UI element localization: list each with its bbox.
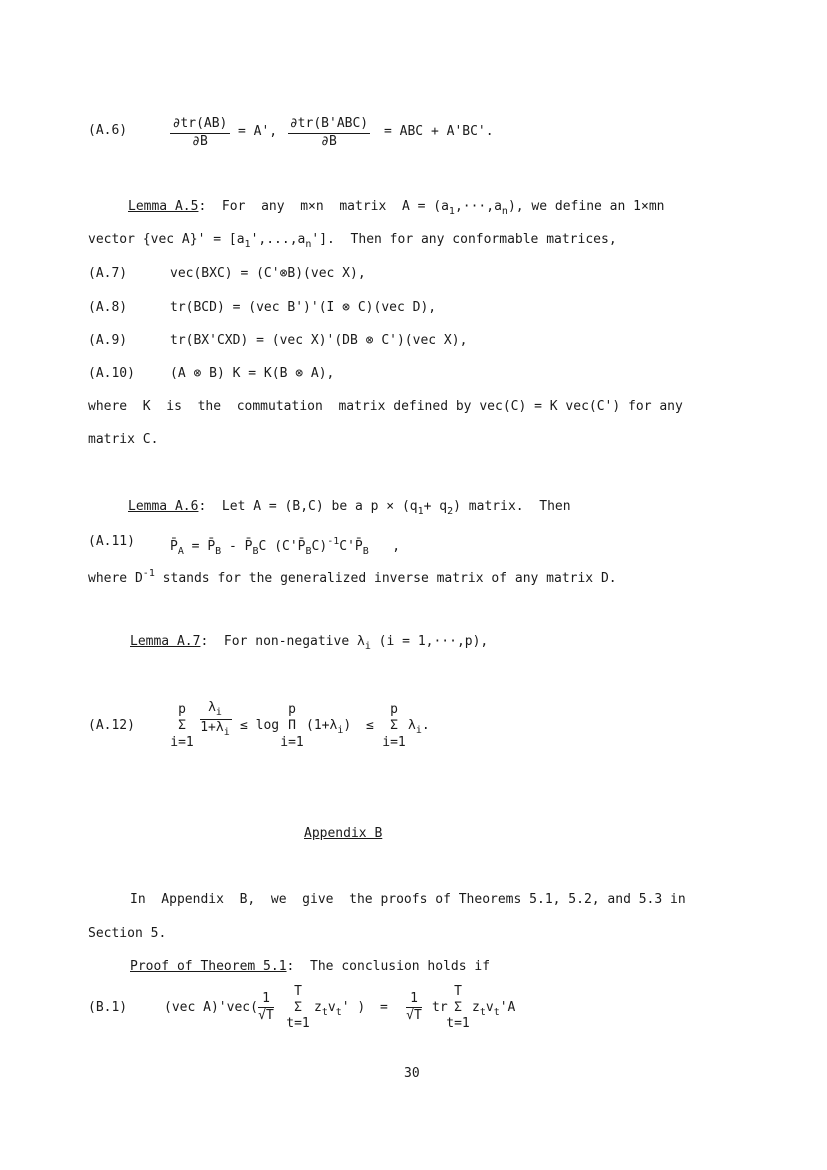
equation-lhs-body [314,1000,365,1021]
text: + q [423,499,448,514]
sum-symbol: Σ [294,1000,302,1015]
paragraph-line: In Appendix B, we give the proofs of Theorems 5.1, 5.2, and 5.3 in [130,892,686,907]
inequality-text: ≤ [366,718,374,733]
equation-label: (A.7) [88,266,128,281]
text: P̄ [170,539,178,554]
text: z [314,1000,322,1015]
equation-lhs-start: (vec A)'vec( [164,1000,258,1015]
fraction-numerator: 1 [262,991,270,1006]
subscript: i [337,725,344,736]
subscript: 1 [448,206,455,217]
where-line: where K is the commutation matrix defined by vec(C) = K vec(C') for any [88,399,683,414]
sum-lower: i=1 [382,735,406,750]
subscript: B [215,546,222,557]
subscript: B [305,546,312,557]
subscript: i [223,727,230,738]
text: ']. Then for any conformable matrices, [311,232,617,247]
proof-heading-line [130,959,490,975]
equation-label: (A.6) [88,123,128,138]
sum-symbol: Σ [454,1000,462,1015]
equation-middle: = A', [238,124,278,139]
product-upper: p [288,702,296,717]
text: ' ) [341,1000,366,1015]
lemma-title: Lemma A.6 [128,499,199,514]
subscript: B [362,546,369,557]
text: λ [408,718,416,733]
text: λ [208,700,216,715]
equation-body: tr(BCD) = (vec B')'(I ⊗ C)(vec D), [170,300,437,315]
text: 'A [499,1000,516,1015]
text: z [472,1000,480,1015]
text: 1+λ [200,720,224,735]
text: C'P̄ [339,539,363,554]
equation-body [170,534,400,560]
text: = P̄ [183,539,216,554]
product-body [306,718,351,739]
sum-lower: i=1 [170,735,194,750]
sum-upper: p [178,702,186,717]
where-line [88,566,617,587]
subscript: i [364,641,371,652]
subscript: B [252,546,259,557]
fraction-denominator: √T [406,1008,422,1023]
text: : For non-negative λ [200,634,365,649]
fraction-numerator [195,700,235,721]
equation-body: tr(BX'CXD) = (vec X)'(DB ⊗ C')(vec X), [170,333,468,348]
sum-lower: t=1 [446,1016,470,1031]
equation-label: (A.9) [88,333,128,348]
subscript: t [479,1007,486,1018]
equation-label: (A.8) [88,300,128,315]
text: , [368,539,401,554]
lemma-a7-line1 [130,634,488,655]
text: ), we define an 1×mn [507,199,665,214]
subscript: i [215,707,222,718]
text: . [421,718,430,733]
text: v [327,1000,336,1015]
fraction-denominator: ∂B [192,134,208,149]
product-lower: i=1 [280,735,304,750]
text: (i = 1,···,p), [370,634,489,649]
inequality-text: ≤ log [240,718,280,733]
subscript: t [493,1007,500,1018]
text: ) [343,718,352,733]
lemma-a5-line1 [128,199,664,220]
equation-rhs-body [472,1000,515,1021]
equation-label: (A.10) [88,366,135,381]
sum-symbol: Σ [178,718,186,733]
fraction-numerator: 1 [410,991,418,1006]
fraction-numerator: ∂tr(B'ABC) [289,116,369,131]
text: ) matrix. Then [453,499,571,514]
trace-operator: tr [432,1000,448,1015]
subscript: 1 [244,239,251,250]
text: C) [311,539,328,554]
where-line: matrix C. [88,432,159,447]
text: stands for the generalized inverse matrix of any matrix D. [154,571,617,586]
superscript: -1 [327,536,340,547]
text: (1+λ [306,718,338,733]
text: where D [88,571,143,586]
subscript: t [321,1007,328,1018]
fraction-numerator: ∂tr(AB) [172,116,228,131]
subscript: i [415,725,422,736]
lemma-title: Lemma A.7 [130,634,201,649]
equation-label: (B.1) [88,1000,128,1015]
subscript: n [305,239,312,250]
lemma-title: Lemma A.5 [128,199,199,214]
sum-symbol: Σ [390,718,398,733]
product-symbol: Π [288,718,296,733]
subscript: 2 [447,506,454,517]
sum-upper: T [294,984,302,999]
proof-title: Proof of Theorem 5.1 [130,959,287,974]
paragraph-line: Section 5. [88,926,167,941]
section-heading: Appendix B [304,826,383,841]
text: ',...,a [250,232,306,247]
lemma-a6-line1 [128,499,571,520]
text: : Let A = (B,C) be a p × (q [198,499,418,514]
equation-body: (A ⊗ B) K = K(B ⊗ A), [170,366,335,381]
subscript: 1 [417,506,424,517]
text: : For any m×n matrix A = (a [198,199,449,214]
page-number: 30 [404,1066,420,1081]
sum-upper: T [454,984,462,999]
text: - P̄ [221,539,253,554]
text: v [485,1000,494,1015]
sum-upper: p [390,702,398,717]
fraction-denominator: √T [258,1008,274,1023]
equation-label: (A.11) [88,534,135,549]
subscript: A [177,546,184,557]
text: C (C'P̄ [258,539,306,554]
text: : The conclusion holds if [286,959,491,974]
equation-label: (A.12) [88,718,135,733]
lemma-a5-line2 [88,232,617,253]
subscript: t [335,1007,342,1018]
text: vector {vec A}' = [a [88,232,245,247]
equation-body: vec(BXC) = (C'⊗B)(vec X), [170,266,366,281]
equals-sign: = [380,1000,388,1015]
text: ,···,a [454,199,502,214]
sum-lower: t=1 [286,1016,310,1031]
equation-rhs: = ABC + A'BC'. [384,124,494,139]
fraction-denominator: ∂B [321,134,337,149]
sum-body [408,718,430,739]
subscript: n [501,206,508,217]
fraction-denominator [195,720,235,741]
superscript: -1 [142,568,155,579]
